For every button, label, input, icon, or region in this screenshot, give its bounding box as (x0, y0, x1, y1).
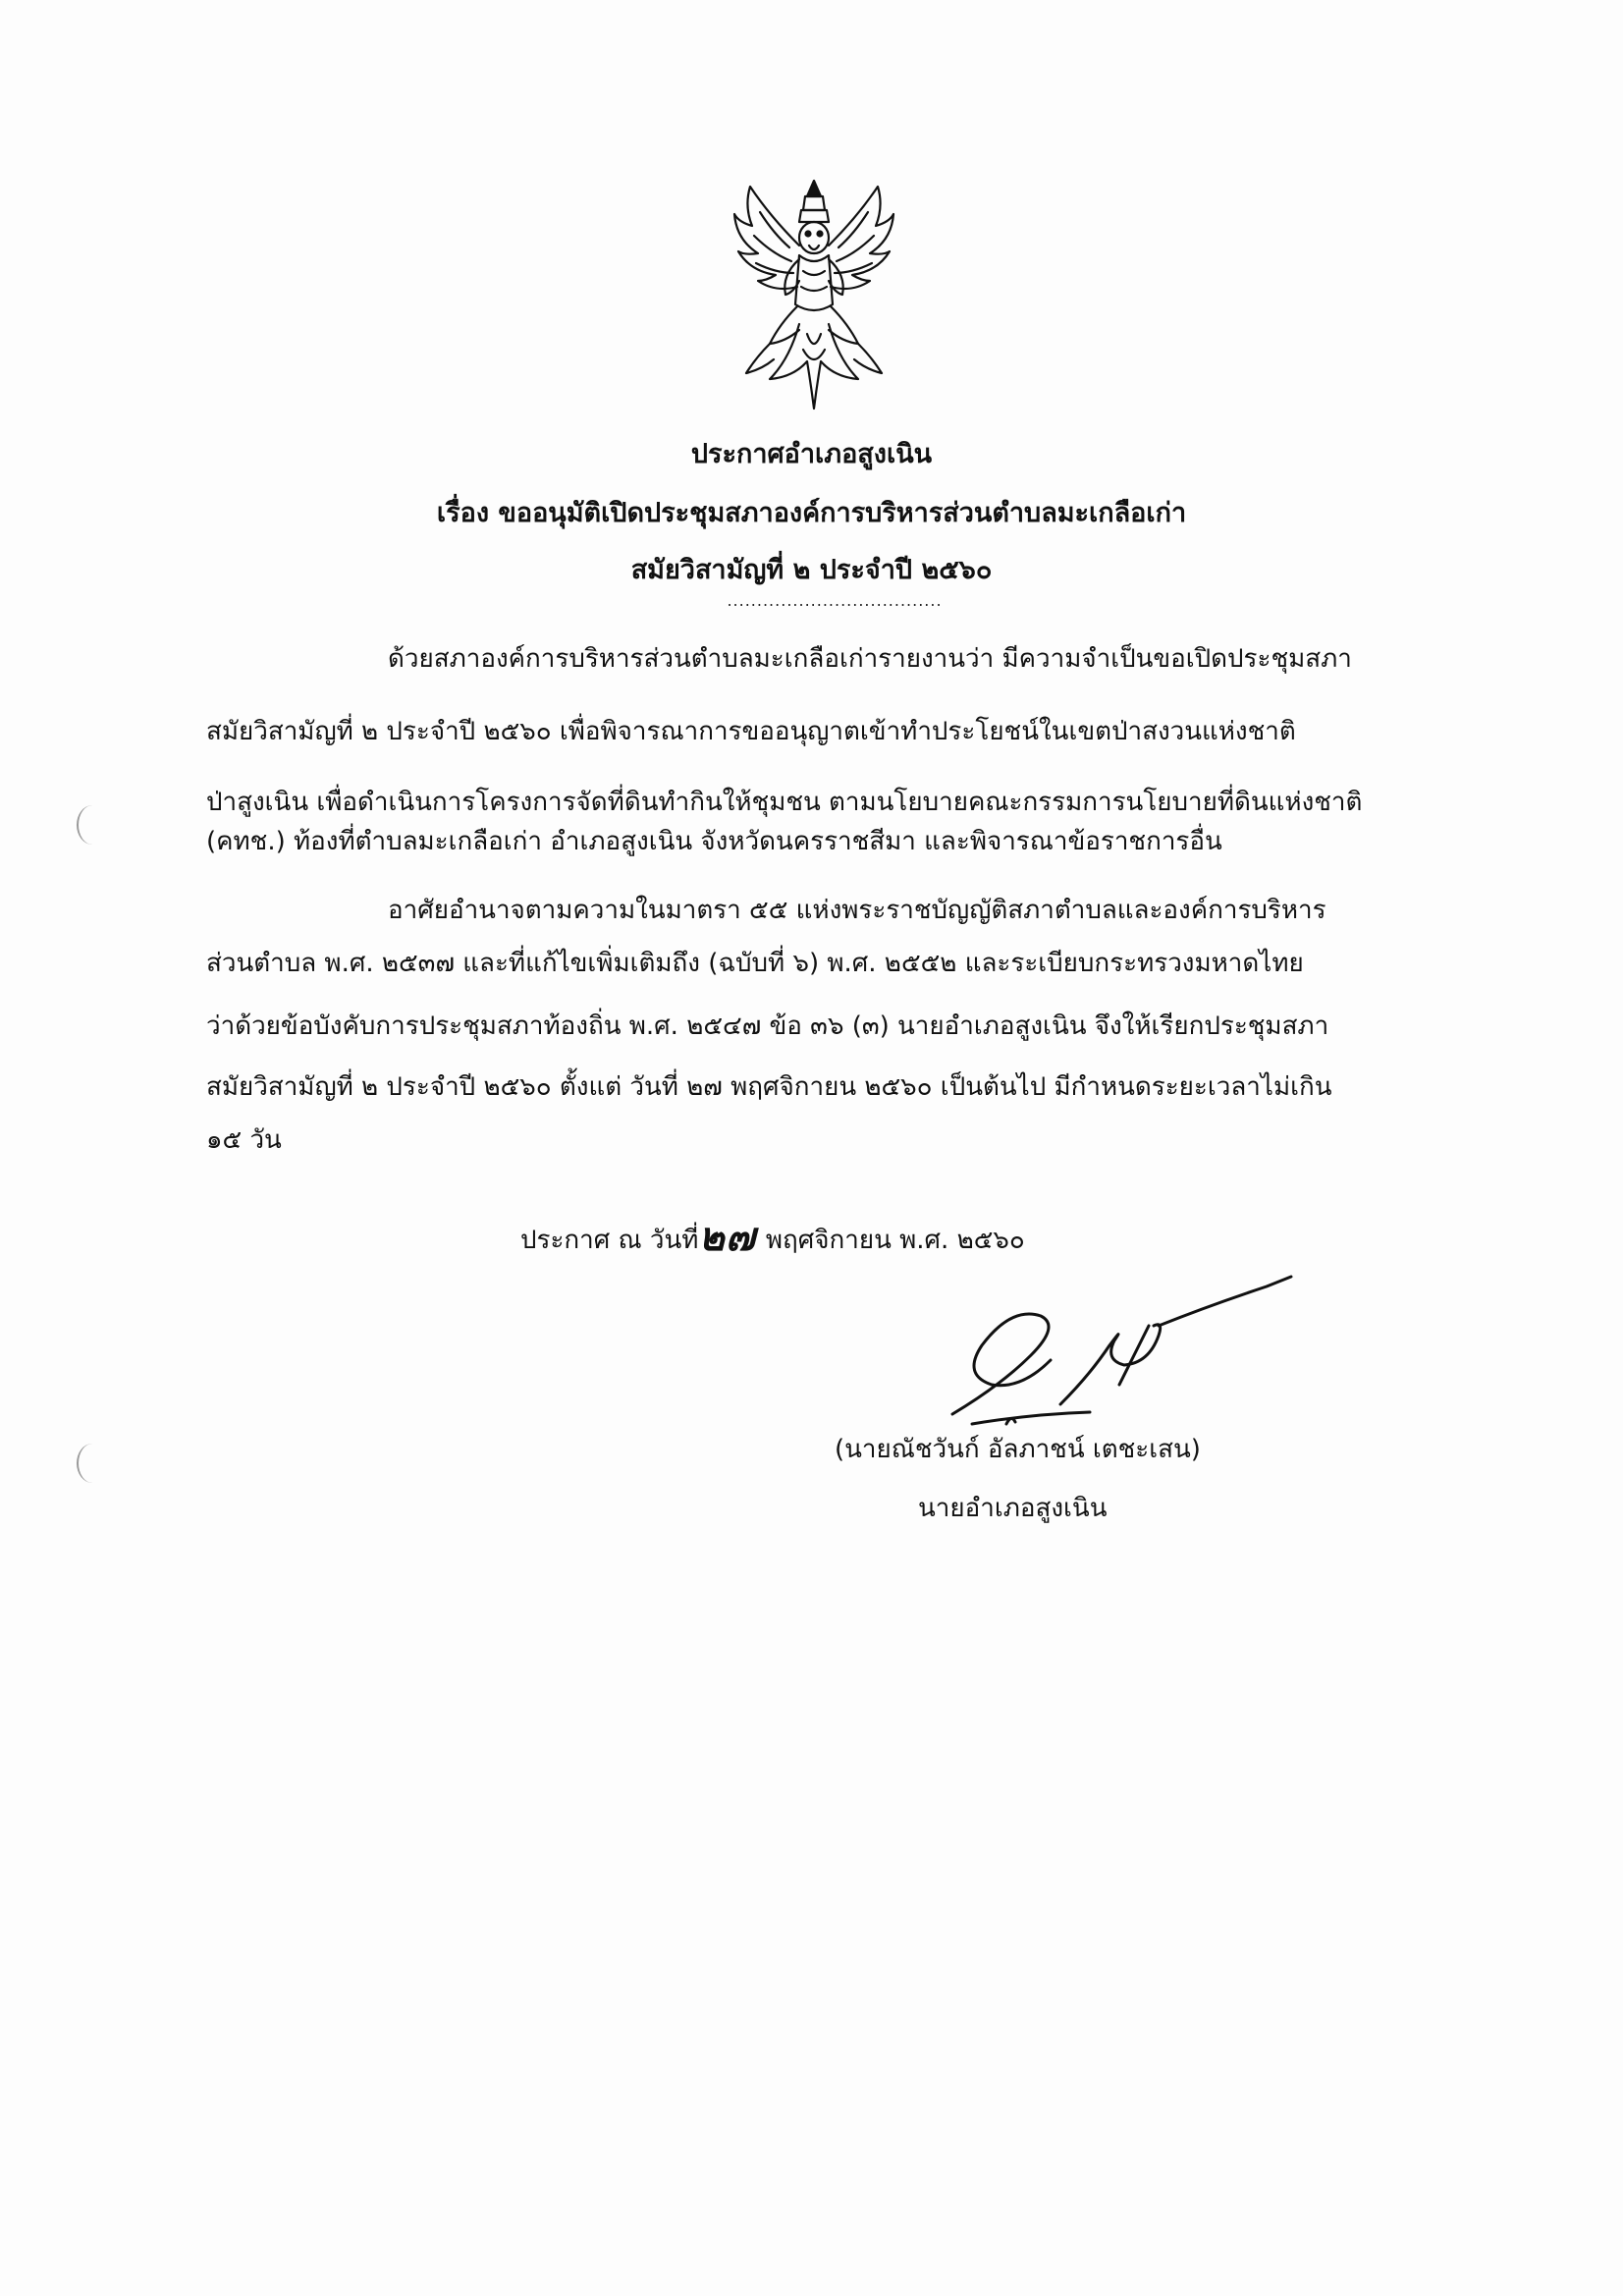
announce-prefix: ประกาศ ณ วันที่ (520, 1226, 699, 1255)
announce-suffix: พฤศจิกายน พ.ศ. ๒๕๖๐ (765, 1226, 1025, 1255)
paragraph-line: สมัยวิสามัญที่ ๒ ประจำปี ๒๕๖๐ เพื่อพิจารณาการขออนุญาตเข้าทำประโยชน์ในเขตป่าสงวนแห่งชาติ (206, 717, 1296, 746)
paragraph-line: ๑๕ วัน (206, 1125, 282, 1155)
punch-hole-mark (77, 805, 108, 845)
paragraph-line: ด้วยสภาองค์การบริหารส่วนตำบลมะเกลือเก่ารายงานว่า มีความจำเป็นขอเปิดประชุมสภา (388, 644, 1352, 674)
separator-line: .................................... (727, 591, 943, 610)
paragraph-line: ป่าสูงเนิน เพื่อดำเนินการโครงการจัดที่ดินทำกินให้ชุมชน ตามนโยบายคณะกรรมการนโยบายที่ดินแห่งชาติ (206, 788, 1363, 817)
handwritten-day: ๒๗ (698, 1214, 756, 1260)
paragraph-line: อาศัยอำนาจตามความในมาตรา ๕๕ แห่งพระราชบัญญัติสภาตำบลและองค์การบริหาร (388, 896, 1326, 925)
document-title: ประกาศอำเภอสูงเนิน (690, 439, 933, 469)
signer-name: (นายณัชวันก์ อัลภาชน์ เตชะเสน) (835, 1435, 1201, 1464)
paragraph-line: ส่วนตำบล พ.ศ. ๒๕๓๗ และที่แก้ไขเพิ่มเติมถึง (ฉบับที่ ๖) พ.ศ. ๒๕๕๒ และระเบียบกระทรวงมหาดไทย (206, 949, 1304, 978)
signer-title: นายอำเภอสูงเนิน (918, 1494, 1108, 1523)
document-subject: เรื่อง ขออนุมัติเปิดประชุมสภาองค์การบริหารส่วนตำบลมะเกลือเก่า (436, 498, 1187, 528)
paragraph-line: สมัยวิสามัญที่ ๒ ประจำปี ๒๕๖๐ ตั้งแต่ วันที่ ๒๗ พฤศจิกายน ๒๕๖๐ เป็นต้นไป มีกำหนดระยะเวลาไม่เกิน (206, 1072, 1332, 1102)
garuda-emblem-icon (730, 177, 897, 412)
document-session: สมัยวิสามัญที่ ๒ ประจำปี ๒๕๖๐ (630, 555, 993, 585)
paragraph-line: (คทช.) ท้องที่ตำบลมะเกลือเก่า อำเภอสูงเนิน จังหวัดนครราชสีมา และพิจารณาข้อราชการอื่น (206, 827, 1222, 856)
handwritten-signature (913, 1267, 1296, 1434)
paragraph-line: ว่าด้วยข้อบังคับการประชุมสภาท้องถิ่น พ.ศ. ๒๕๔๗ ข้อ ๓๖ (๓) นายอำเภอสูงเนิน จึงให้เรียกประชุมสภา (206, 1011, 1329, 1041)
punch-hole-mark (77, 1444, 108, 1483)
announcement-date (520, 1203, 1025, 1266)
